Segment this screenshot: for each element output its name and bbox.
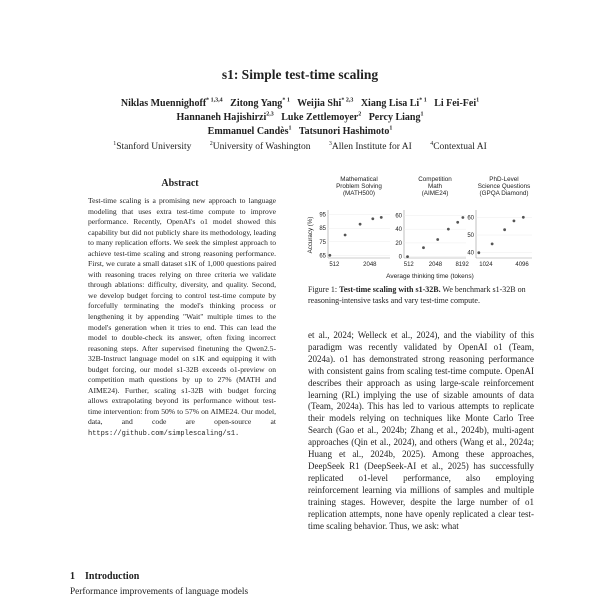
x-tick-label: 2048 bbox=[428, 262, 443, 268]
chart-title-line: Competition bbox=[418, 176, 452, 183]
affiliation-2: $^2$University of Washington bbox=[209, 141, 311, 153]
abstract-url[interactable]: https://github.com/simplescaling/s1. bbox=[88, 430, 240, 439]
y-tick-label: 75 bbox=[319, 239, 326, 246]
chart-title-line: Science Questions bbox=[477, 183, 531, 190]
data-point bbox=[328, 254, 331, 257]
data-point bbox=[406, 255, 409, 258]
affiliation-1: $^1$Stanford University bbox=[113, 141, 192, 153]
intro-text: Performance improvements of language models bbox=[70, 587, 249, 597]
y-tick-label: 20 bbox=[395, 240, 402, 247]
section-heading bbox=[70, 571, 139, 582]
data-point bbox=[522, 216, 525, 219]
chart-title-line: Mathematical bbox=[340, 176, 378, 183]
section-title: Introduction bbox=[85, 571, 140, 582]
y-axis-label: Accuracy (%) bbox=[307, 216, 314, 254]
abstract-body bbox=[88, 196, 276, 440]
x-axis-label: Average thinking time (tokens) bbox=[386, 273, 474, 280]
abstract-text: Test-time scaling is a promising new approach to language modeling that uses extra test-time compute to improve performance. Recently, OpenAI's o1 model showed this capability but did not publicly share its methodology, leading to many replication efforts. We seek the simplest approach to achieve test-time scaling and strong reasoning performance. First, we curate a small dataset s1K of 1,000 questions paired with reasoning traces relying on three criteria we validate through ablations: difficulty, diversity, and quality. Second, we develop budget forcing to control test-time compute by forcefully terminating the model's thinking process or lengthening it by appending "Wait" multiple times to the model's generation when it tries to end. This can lead the model to double-check its answer, often fixing incorrect reasoning steps. After supervised finetuning the Qwen2.5-32B-Instruct language model on s1K and equipping it with budget forcing, our model s1-32B exceeds o1-preview on competition math questions by up to 27% (MATH and AIME24). Further, scaling s1-32B with budget forcing allows extrapolating beyond its performance without test-time intervention: from 50% to 57% on AIME24. Our model, data, and code are open-source at bbox=[88, 196, 276, 427]
y-tick-label: 50 bbox=[467, 233, 474, 239]
chart-title-line: Math bbox=[428, 183, 442, 190]
data-point bbox=[344, 234, 347, 237]
y-tick-label: 0 bbox=[398, 254, 402, 261]
data-point bbox=[491, 242, 494, 245]
chart-title-3 bbox=[478, 176, 531, 197]
figure-caption bbox=[308, 285, 534, 306]
chart-title-line: Problem Solving bbox=[336, 183, 382, 190]
chart-title-line: (MATH500) bbox=[342, 190, 376, 197]
x-tick-label: 512 bbox=[403, 262, 414, 268]
y-tick-label: 40 bbox=[467, 250, 474, 257]
y-tick-label: 95 bbox=[319, 212, 326, 219]
x-tick-label: 512 bbox=[329, 262, 340, 268]
data-point bbox=[477, 251, 480, 254]
y-tick-label: 60 bbox=[395, 213, 402, 220]
data-point bbox=[513, 219, 516, 222]
chart-title-line: PhD-Level bbox=[489, 176, 519, 183]
y-tick-label: 60 bbox=[467, 215, 474, 222]
authors-line-1: Niklas Muennighoff$^{* 1,3,4}$ Zitong Yang$^{* 1}$ Weijia Shi$^{* 2,3}$ Xiang Lisa Li$^{* 1}$ Li Fei-Fei$^1$ bbox=[120, 98, 480, 110]
test-time-scaling-figure bbox=[306, 174, 538, 284]
paper-title: s1: Simple test-time scaling bbox=[221, 67, 379, 82]
affiliations bbox=[0, 141, 600, 152]
data-point bbox=[456, 221, 459, 224]
x-tick-label: 4096 bbox=[515, 262, 529, 268]
section-number: 1 bbox=[70, 571, 75, 582]
abstract-heading: Abstract bbox=[161, 178, 199, 189]
authors-line-2: Hannaneh Hajishirzi$^{2,3}$ Luke Zettlemoyer$^2$ Percy Liang$^1$ bbox=[176, 112, 424, 124]
caption-rest: We benchmark s1-32B on reasoning-intensive tasks and vary test-time compute. bbox=[308, 285, 526, 305]
caption-label: Figure 1: bbox=[308, 285, 340, 294]
affiliation-3: $^3$Allen Institute for AI bbox=[328, 141, 412, 153]
data-point bbox=[371, 217, 374, 220]
data-point bbox=[447, 228, 450, 231]
data-point bbox=[503, 228, 506, 231]
y-tick-label: 85 bbox=[319, 226, 326, 233]
authors-line-3: Emmanuel Candès$^1$ Tatsunori Hashimoto$^1$ bbox=[207, 126, 393, 138]
affiliation-4: $^4$Contextual AI bbox=[430, 141, 487, 153]
data-point bbox=[422, 246, 425, 249]
figure-1 bbox=[306, 174, 538, 284]
chart-title-1 bbox=[336, 176, 382, 197]
data-point bbox=[380, 216, 383, 219]
y-tick-label: 40 bbox=[395, 227, 402, 234]
y-tick-label: 65 bbox=[319, 253, 326, 260]
x-tick-label: 2048 bbox=[363, 262, 377, 268]
data-point bbox=[359, 223, 362, 226]
chart-title-line: (GPQA Diamond) bbox=[479, 190, 529, 197]
chart-title-line: (AIME24) bbox=[421, 190, 449, 197]
x-tick-label: 1024 bbox=[479, 262, 493, 268]
chart-title-2 bbox=[418, 176, 452, 197]
x-tick-label: 8192 bbox=[455, 262, 469, 268]
data-point bbox=[461, 216, 464, 219]
data-point bbox=[436, 238, 439, 241]
caption-bold: Test-time scaling with s1-32B. bbox=[339, 285, 441, 294]
right-column-text: et al., 2024; Welleck et al., 2024), and the viability of this paradigm was recently validated by OpenAI o1 (Team, 2024a). o1 has demonstrated strong reasoning performance with consistent gains from scaling test-time compute. OpenAI describes their approach as using large-scale reinforcement learning (RL) implying the use of sizable amounts of data (Team, 2024a). This has led to various attempts to replicate their models relying on techniques like Monte Carlo Tree Search (Gao et al., 2024b; Zhang et al., 2024b), multi-agent approaches (Qin et al., 2024), and others (Wang et al., 2024a; Huang et al., 2024b, 2025). Among these approaches, DeepSeek R1 (DeepSeek-AI et al., 2025) has successfully replicated o1-level performance, also employing reinforcement learning via millions of samples and multiple training stages. However, despite the large number of o1 replication attempts, none have openly replicated a clear test-time scaling behavior. Thus, we ask: what bbox=[308, 330, 534, 531]
